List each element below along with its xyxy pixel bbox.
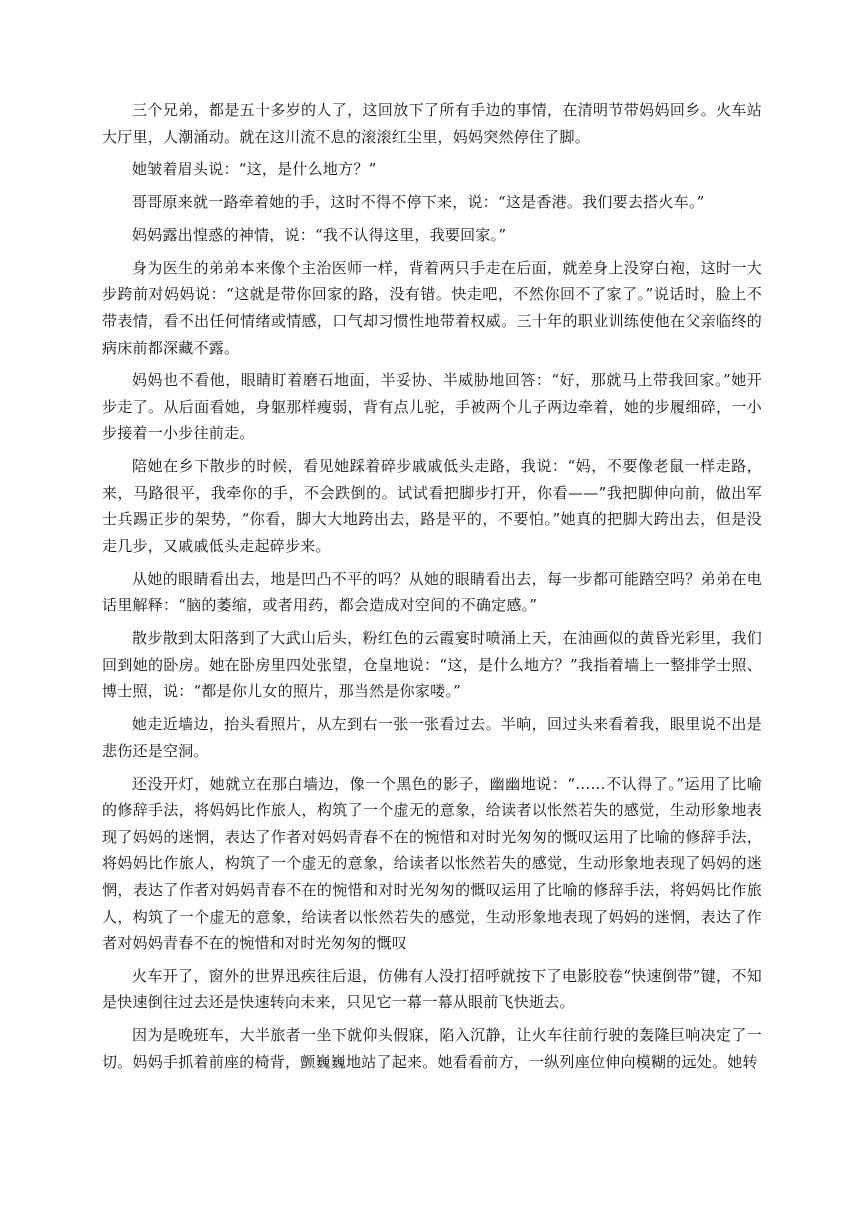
paragraph-13: 因为是晚班车，大半旅者一坐下就仰头假寐，陷入沉静，让火车往前行驶的轰隆巨响决定了一切。妈妈手抓着前座的椅背，颤巍巍地站了起来。她看看前方，一纵列座位伸向模糊的远处。她转: [102, 1026, 762, 1071]
paragraph-6: 妈妈也不看他，眼睛盯着磨石地面，半妥协、半威胁地回答：“好，那就马上带我回家。”她开步走了。从后面看她，身躯那样瘦弱，背有点儿驼，手被两个儿子两边牵着，她的步履细碎，一小步接着一小步往前走。: [102, 371, 762, 443]
paragraph-11: 还没开灯，她就立在那白墙边，像一个黑色的影子，幽幽地说：“……不认得了。”运用了比喻的修辞手法，将妈妈比作旅人，构筑了一个虚无的意象，给读者以怅然若失的感觉，生动形象地表现了妈妈的迷惘，表达了作者对妈妈青春不在的惋惜和对时光匆匆的慨叹运用了比喻的修辞手法，将妈妈比作旅人，构筑了一个虚无的意象，给读者以怅然若失的感觉，生动形象地表现了妈妈的迷惘，表达了作者对妈妈青春不在的惋惜和对时光匆匆的慨叹运用了比喻的修辞手法，将妈妈比作旅人，构筑了一个虚无的意象，给读者以怅然若失的感觉，生动形象地表现了妈妈的迷惘，表达了作者对妈妈青春不在的惋惜和对时光匆匆的慨叹: [102, 774, 762, 953]
paragraph-3: 哥哥原来就一路牵着她的手，这时不得不停下来，说：“这是香港。我们要去搭火车。”: [132, 193, 705, 212]
paragraph-7: 陪她在乡下散步的时候，看见她踩着碎步戚戚低头走路，我说：“妈，不要像老鼠一样走路，来，马路很平，我牵你的手，不会跌倒的。试试看把脚步打开，你看——”我把脚伸向前，做出军士兵踢正步的架势，“你看，脚大大地跨出去，路是平的，不要怕。”她真的把脚大跨出去，但是没走几步，又戚戚低头走起碎步来。: [102, 457, 762, 556]
paragraph-10: 她走近墙边，抬头看照片，从左到右一张一张看过去。半晌，回过头来看着我，眼里说不出是悲伤还是空洞。: [102, 715, 762, 760]
paragraph-4: 妈妈露出惶惑的神情，说：“我不认得这里，我要回家。”: [132, 225, 507, 244]
paragraph-5: 身为医生的弟弟本来像个主治医师一样，背着两只手走在后面，就差身上没穿白袍，这时一大步跨前对妈妈说：“这就是带你回家的路，没有错。快走吧，不然你回不了家了。”说话时，脸上不带表情，看不出任何情绪或情感，口气却习惯性地带着权威。三十年的职业训练使他在父亲临终的病床前都深藏不露。: [102, 258, 762, 357]
paragraph-12: 火车开了，窗外的世界迅疾往后退，仿佛有人没打招呼就按下了电影胶卷“快速倒带”键，不知是快速倒往过去还是快速转向未来，只见它一幕一幕从眼前飞快逝去。: [102, 966, 762, 1012]
paragraph-8: 从她的眼睛看出去，地是凹凸不平的吗？从她的眼睛看出去，每一步都可能踏空吗？弟弟在电话里解释：“脑的萎缩，或者用药，都会造成对空间的不确定感。”: [102, 569, 762, 615]
paragraph-1: 三个兄弟，都是五十多岁的人了，这回放下了所有手边的事情，在清明节带妈妈回乡。火车站大厅里，人潮涌动。就在这川流不息的滚滚红尘里，妈妈突然停住了脚。: [102, 101, 762, 146]
article-body: [102, 97, 762, 1082]
paragraph-9: 散步散到太阳落到了大武山后头，粉红色的云霞宴时喷涌上天，在油画似的黄昏光彩里，我们回到她的卧房。她在卧房里四处张望，仓皇地说：“这，是什么地方？”我指着墙上一整排学士照、博士照，说：“都是你儿女的照片，那当然是你家喽。”: [102, 629, 762, 701]
paragraph-2: 她皱着眉头说：“这，是什么地方？”: [132, 160, 377, 179]
